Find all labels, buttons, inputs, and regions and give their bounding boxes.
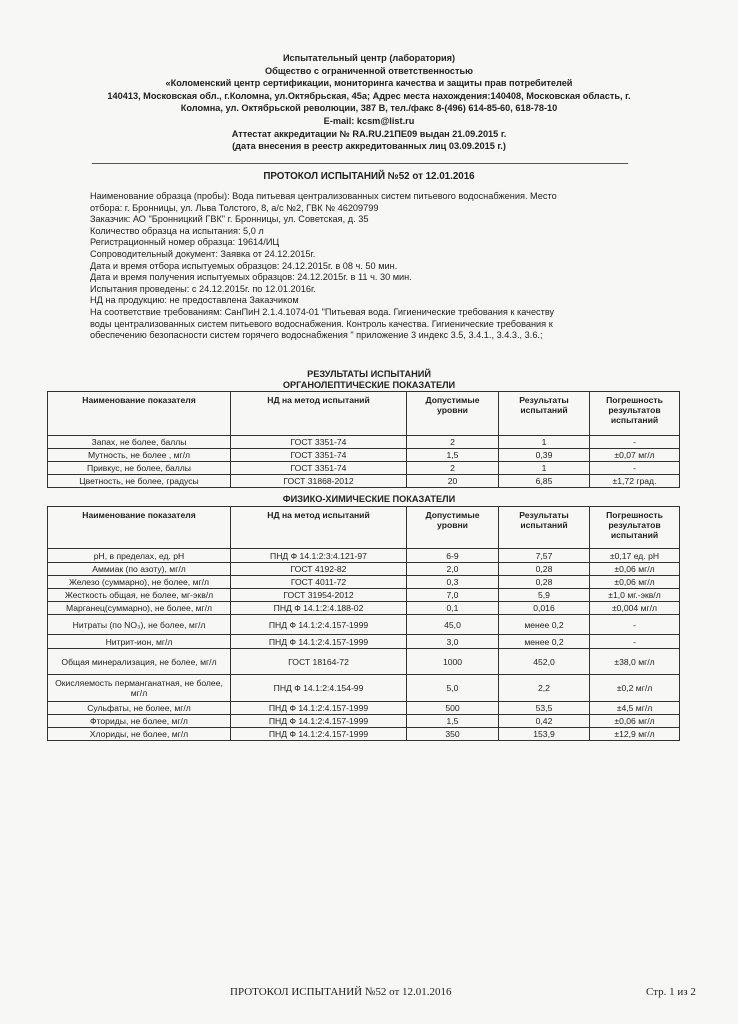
table-cell: 1,5 — [407, 449, 499, 462]
table-cell: ПНД Ф 14.1:2:4.188-02 — [231, 602, 407, 615]
parameter-name: Нитраты (по NO₃), не более, мг/л — [48, 615, 231, 635]
table-cell: ГОСТ 3351-74 — [231, 449, 407, 462]
parameter-name: Марганец(суммарно), не более, мг/л — [48, 602, 231, 615]
table-cell: менее 0,2 — [499, 615, 590, 635]
header-line: E-mail: kcsm@list.ru — [323, 115, 415, 126]
sample-info — [90, 191, 650, 342]
column-header: Результаты испытаний — [499, 507, 590, 549]
table-cell: 6,85 — [499, 475, 590, 488]
info-line: Заказчик: АО "Бронницкий ГВК" г. Бронницы, ул. Советская, д. 35 — [90, 214, 369, 225]
table-cell: ±4,5 мг/л — [590, 702, 680, 715]
info-line: Количество образца на испытания: 5,0 л — [90, 225, 264, 236]
table-row — [48, 563, 680, 576]
info-line: Регистрационный номер образца: 19614/ИЦ — [90, 237, 280, 248]
table-cell: ПНД Ф 14.1:2:4.157-1999 — [231, 615, 407, 635]
table-cell: 1 — [499, 436, 590, 449]
parameter-name: Железо (суммарно), не более, мг/л — [48, 576, 231, 589]
header-line: «Коломенский центр сертификации, мониторинга качества и защиты прав потребителей — [165, 78, 573, 89]
parameter-name: Хлориды, не более, мг/л — [48, 728, 231, 741]
info-line: НД на продукцию: не предоставлена Заказчиком — [90, 295, 299, 306]
footer-title: ПРОТОКОЛ ИСПЫТАНИЙ №52 от 12.01.2016 — [230, 986, 452, 998]
table-cell: ±0,06 мг/л — [590, 715, 680, 728]
table-row — [48, 635, 680, 649]
table-cell: 350 — [407, 728, 499, 741]
table-cell: 2 — [407, 436, 499, 449]
table-cell: 0,42 — [499, 715, 590, 728]
protocol-title: ПРОТОКОЛ ИСПЫТАНИЙ №52 от 12.01.2016 — [263, 171, 475, 182]
table-row — [48, 576, 680, 589]
results-title — [40, 369, 698, 391]
table-cell: 2,2 — [499, 675, 590, 702]
column-header: Допустимые уровни — [407, 507, 499, 549]
parameter-name: Привкус, не более, баллы — [48, 462, 231, 475]
table-cell: ГОСТ 4011-72 — [231, 576, 407, 589]
table-cell: ±0,004 мг/л — [590, 602, 680, 615]
table-cell: 153,9 — [499, 728, 590, 741]
table-cell: ПНД Ф 14.1:2:3:4.121-97 — [231, 549, 407, 563]
table-row — [48, 702, 680, 715]
table-cell: 6-9 — [407, 549, 499, 563]
table-row — [48, 436, 680, 449]
column-header: НД на метод испытаний — [231, 392, 407, 436]
document-header — [40, 52, 698, 153]
table-cell: 5,9 — [499, 589, 590, 602]
column-header: НД на метод испытаний — [231, 507, 407, 549]
table-cell: ±1,0 мг.-экв/л — [590, 589, 680, 602]
page-number: Стр. 1 из 2 — [646, 986, 696, 998]
table-row — [48, 549, 680, 563]
table-cell: ±12,9 мг/л — [590, 728, 680, 741]
table-cell: 0,28 — [499, 563, 590, 576]
table-cell: ±0,07 мг/л — [590, 449, 680, 462]
table-cell: ГОСТ 3351-74 — [231, 462, 407, 475]
physchem-title: ФИЗИКО-ХИМИЧЕСКИЕ ПОКАЗАТЕЛИ — [282, 494, 456, 504]
table-row — [48, 449, 680, 462]
info-line: отбора: г. Бронницы, ул. Льва Толстого, 8, а/с №2, ГВК № 46209799 — [90, 202, 379, 213]
info-line: Дата и время отбора испытуемых образцов: 24.12.2015г. в 08 ч. 50 мин. — [90, 260, 398, 271]
table-cell: ГОСТ 4192-82 — [231, 563, 407, 576]
table-cell: ГОСТ 31954-2012 — [231, 589, 407, 602]
table-cell: 0,39 — [499, 449, 590, 462]
table-header-row — [48, 392, 680, 436]
table-cell: - — [590, 635, 680, 649]
header-divider — [92, 163, 628, 164]
table-row — [48, 475, 680, 488]
organoleptic-table — [47, 391, 680, 488]
parameter-name: Нитрит-ион, мг/л — [48, 635, 231, 649]
column-header: Погрешность результатов испытаний — [590, 392, 680, 436]
table-cell: ПНД Ф 14.1:2:4.157-1999 — [231, 728, 407, 741]
table-row — [48, 728, 680, 741]
table-cell: менее 0,2 — [499, 635, 590, 649]
table-cell: 1000 — [407, 649, 499, 675]
column-header: Допустимые уровни — [407, 392, 499, 436]
table-cell: 1,5 — [407, 715, 499, 728]
table-cell: ±38,0 мг/л — [590, 649, 680, 675]
parameter-name: Цветность, не более, градусы — [48, 475, 231, 488]
table-row — [48, 649, 680, 675]
table-row — [48, 589, 680, 602]
info-line: Дата и время получения испытуемых образцов: 24.12.2015г. в 11 ч. 30 мин. — [90, 272, 412, 283]
info-line: воды централизованных систем питьевого водоснабжения. Контроль качества. Гигиенические требования к — [90, 318, 553, 329]
column-header: Погрешность результатов испытаний — [590, 507, 680, 549]
table-row — [48, 602, 680, 615]
table-cell: 0,3 — [407, 576, 499, 589]
column-header: Результаты испытаний — [499, 392, 590, 436]
column-header: Наименование показателя — [48, 392, 231, 436]
parameter-name: Окисляемость перманганатная, не более, мг/л — [48, 675, 231, 702]
table-row — [48, 615, 680, 635]
table-cell: 3,0 — [407, 635, 499, 649]
table-cell: ±1,72 град. — [590, 475, 680, 488]
table-cell: 5,0 — [407, 675, 499, 702]
table-cell: ПНД Ф 14.1:2:4.157-1999 — [231, 635, 407, 649]
header-line: Общество с ограниченной ответственностью — [265, 65, 473, 76]
parameter-name: Сульфаты, не более, мг/л — [48, 702, 231, 715]
header-line: Аттестат аккредитации № RA.RU.21ПЕ09 выдан 21.09.2015 г. — [231, 128, 507, 139]
table-cell: ГОСТ 3351-74 — [231, 436, 407, 449]
header-line: 140413, Московская обл., г.Коломна, ул.Октябрьская, 45а; Адрес места нахождения:140408, Московская область, г. — [107, 90, 631, 101]
table-cell: 7,0 — [407, 589, 499, 602]
table-cell: 53,5 — [499, 702, 590, 715]
table-row — [48, 675, 680, 702]
info-line: Испытания проведены: с 24.12.2015г. по 12.01.2016г. — [90, 283, 316, 294]
table-header-row — [48, 507, 680, 549]
parameter-name: Жесткость общая, не более, мг-экв/л — [48, 589, 231, 602]
parameter-name: Аммиак (по азоту), мг/л — [48, 563, 231, 576]
physchem-table — [47, 506, 680, 741]
table-cell: 0,1 — [407, 602, 499, 615]
table-cell: ГОСТ 31868-2012 — [231, 475, 407, 488]
table-row — [48, 715, 680, 728]
info-line: Наименование образца (пробы): Вода питьевая централизованных систем питьевого водоснабжения. Место — [90, 191, 557, 201]
column-header: Наименование показателя — [48, 507, 231, 549]
info-line: На соответствие требованиям: СанПиН 2.1.4.1074-01 "Питьевая вода. Гигиенические требования к качеству — [90, 306, 555, 317]
parameter-name: Мутность, не более , мг/л — [48, 449, 231, 462]
header-line: Испытательный центр (лаборатория) — [282, 53, 456, 63]
table-cell: ±0,06 мг/л — [590, 563, 680, 576]
table-cell: ПНД Ф 14.1:2:4.157-1999 — [231, 715, 407, 728]
table-cell: 0,28 — [499, 576, 590, 589]
table-cell: ГОСТ 18164-72 — [231, 649, 407, 675]
table-cell: 2,0 — [407, 563, 499, 576]
results-heading: РЕЗУЛЬТАТЫ ИСПЫТАНИЙ — [307, 369, 431, 379]
table-cell: 500 — [407, 702, 499, 715]
table-cell: 2 — [407, 462, 499, 475]
table-cell: 1 — [499, 462, 590, 475]
table-cell: 45,0 — [407, 615, 499, 635]
table-cell: - — [590, 615, 680, 635]
header-line: (дата внесения в реестр аккредитованных лиц 03.09.2015 г.) — [232, 141, 506, 152]
table-cell: ПНД Ф 14.1:2:4.157-1999 — [231, 702, 407, 715]
info-line: Сопроводительный документ: Заявка от 24.12.2015г. — [90, 248, 316, 259]
table-row — [48, 462, 680, 475]
table-cell: ПНД Ф 14.1:2:4.154-99 — [231, 675, 407, 702]
table-cell: ±0,17 ед. рН — [590, 549, 680, 563]
parameter-name: Общая минерализация, не более, мг/л — [48, 649, 231, 675]
table-cell: 7,57 — [499, 549, 590, 563]
parameter-name: Запах, не более, баллы — [48, 436, 231, 449]
info-line: обеспечению безопасности систем горячего водоснабжения " приложение 3 индекс 3.5, 3.4.1., 3.4.3., 3.6.; — [90, 330, 543, 341]
table-cell: 0,016 — [499, 602, 590, 615]
organoleptic-title: ОРГАНОЛЕПТИЧЕСКИЕ ПОКАЗАТЕЛИ — [282, 380, 456, 390]
parameter-name: рН, в пределах, ед. рН — [48, 549, 231, 563]
table-cell: - — [590, 436, 680, 449]
table-cell: ±0,2 мг/л — [590, 675, 680, 702]
table-cell: 20 — [407, 475, 499, 488]
parameter-name: Фториды, не более, мг/л — [48, 715, 231, 728]
header-line: Коломна, ул. Октябрьской революции, 387 В, тел./факс 8-(496) 614-85-60, 618-78-10 — [180, 103, 558, 114]
table-cell: 452,0 — [499, 649, 590, 675]
table-cell: ±0,06 мг/л — [590, 576, 680, 589]
table-cell: - — [590, 462, 680, 475]
